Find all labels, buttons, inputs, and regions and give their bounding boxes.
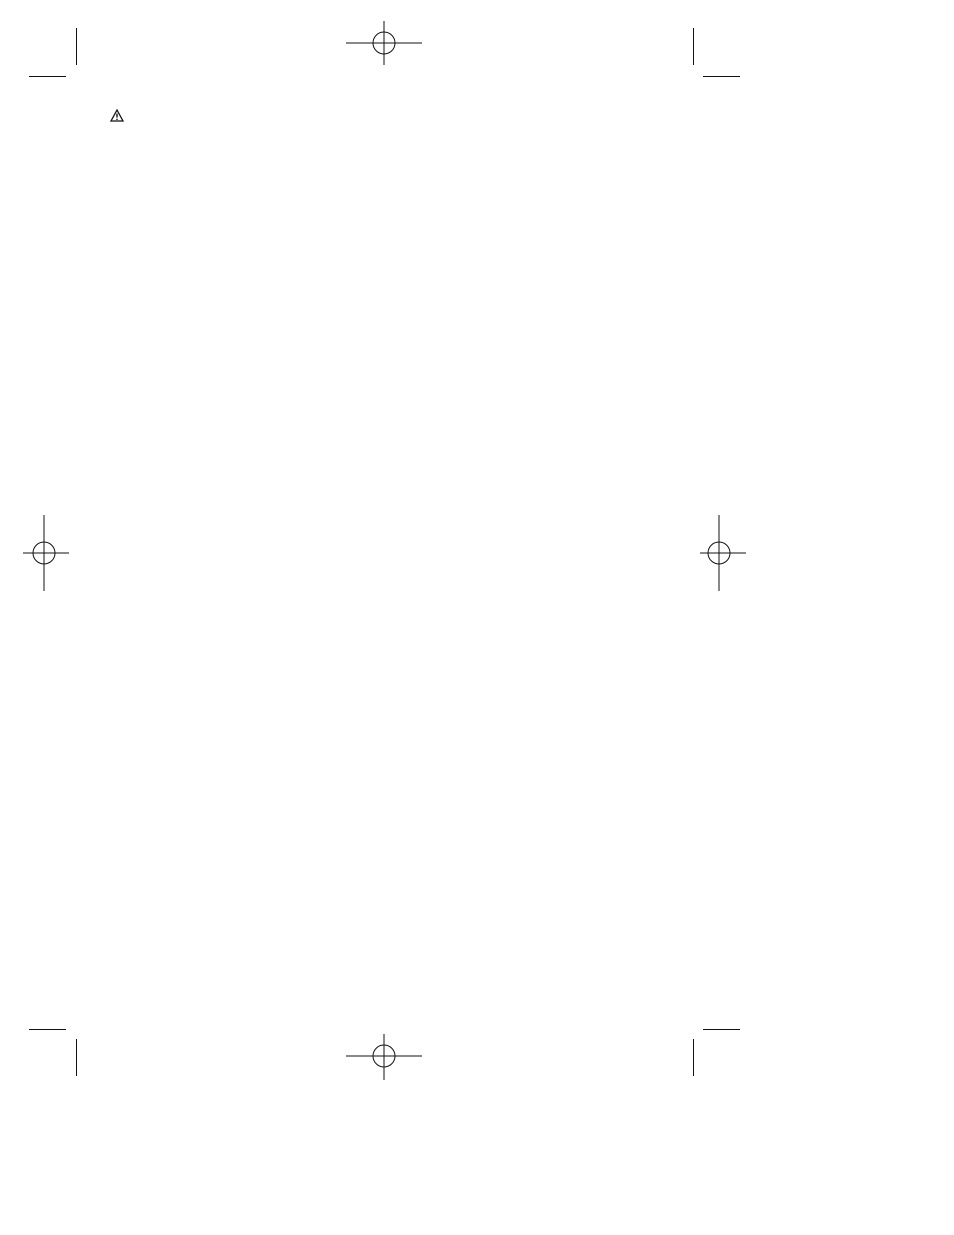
crop-mark-top-left-v	[76, 28, 77, 65]
crop-mark-bottom-right-v	[693, 1039, 694, 1076]
registration-mark-bottom	[346, 1034, 422, 1080]
crop-mark-top-right-v	[693, 28, 694, 65]
page-title	[110, 108, 680, 126]
crop-mark-top-right-h	[703, 76, 740, 77]
crop-mark-top-left-h	[29, 76, 66, 77]
crop-mark-bottom-left-h	[29, 1029, 66, 1030]
medical-note	[126, 128, 674, 142]
registration-mark-right	[700, 515, 746, 591]
crop-mark-bottom-left-v	[76, 1039, 77, 1076]
crop-mark-bottom-right-h	[703, 1029, 740, 1030]
page-content	[104, 108, 674, 148]
warning-triangle-icon	[110, 109, 124, 122]
registration-mark-top	[346, 21, 422, 65]
registration-mark-left	[23, 515, 69, 591]
